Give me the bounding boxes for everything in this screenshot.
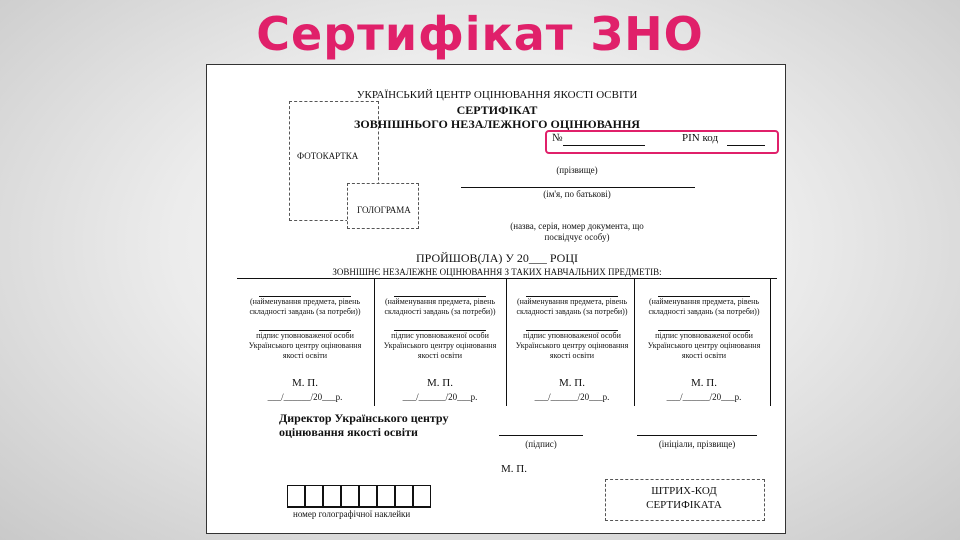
certificate-subtitle: ЗОВНІШНЬОГО НЕЗАЛЕЖНОГО ОЦІНЮВАННЯ: [354, 117, 640, 131]
barcode-label-2: СЕРТИФІКАТА: [646, 499, 722, 511]
stamp-label: М. П.: [559, 377, 585, 389]
hologram-number-caption: номер голографічної наклейки: [293, 509, 411, 519]
barcode-label-1: ШТРИХ-КОД: [651, 485, 717, 497]
number-pin-highlight: [545, 130, 779, 154]
subject-column: [374, 278, 506, 408]
director-line-1: Директор Українського центру: [279, 411, 449, 425]
surname-caption: (прізвище): [556, 165, 598, 175]
subjects-line: ЗОВНІШНЄ НЕЗАЛЕЖНЕ ОЦІНЮВАННЯ З ТАКИХ НАВЧАЛЬНИХ ПРЕДМЕТІВ:: [332, 267, 662, 277]
hologram-number-cell: [413, 485, 431, 507]
date-field: ___/______/20___р.: [402, 392, 478, 402]
date-field: ___/______/20___р.: [666, 392, 742, 402]
director-initials-line: [637, 435, 757, 436]
director-signature-line: [499, 435, 583, 436]
number-label: №: [552, 132, 563, 144]
subject-caption: (найменування предмета, рівень складності завдань (за потреби)): [516, 297, 628, 316]
photo-label: ФОТОКАРТКА: [297, 151, 359, 161]
name-line: [461, 187, 695, 188]
hologram-number-cell: [305, 485, 323, 507]
passed-line: ПРОЙШОВ(ЛА) У 20___ РОЦІ: [415, 251, 579, 265]
signature-caption: підпис уповноваженої особи Українського центру оцінювання якості освіти: [515, 331, 629, 360]
subject-column: [506, 278, 638, 408]
hologram-number-cell: [341, 485, 359, 507]
hologram-number-cell: [359, 485, 377, 507]
document-caption: (назва, серія, номер документа, що посвідчує особу): [510, 221, 644, 242]
hologram-number-cell: [287, 485, 305, 507]
stamp-label: М. П.: [292, 377, 318, 389]
hologram-number-cell: [323, 485, 341, 507]
subject-caption: (найменування предмета, рівень складності завдань (за потреби)): [384, 297, 496, 316]
subject-column: [638, 278, 770, 408]
director-line-2: оцінювання якості освіти: [279, 425, 418, 439]
hologram-label: ГОЛОГРАМА: [357, 205, 411, 215]
date-field: ___/______/20___р.: [267, 392, 343, 402]
signature-caption: підпис уповноваженої особи Українського центру оцінювання якості освіти: [647, 331, 761, 360]
signature-caption: підпис уповноваженої особи Українського центру оцінювання якості освіти: [383, 331, 497, 360]
stamp-label: М. П.: [427, 377, 453, 389]
subject-caption: (найменування предмета, рівень складності завдань (за потреби)): [648, 297, 760, 316]
hologram-number-line: [287, 507, 431, 508]
slide-title: Сертифікат ЗНО: [256, 7, 704, 61]
date-field: ___/______/20___р.: [534, 392, 610, 402]
subject-column: [239, 278, 371, 408]
certificate-title: СЕРТИФІКАТ: [456, 103, 538, 117]
column-divider: [770, 278, 771, 406]
signature-caption: (підпис): [525, 439, 557, 449]
stamp-label: М. П.: [691, 377, 717, 389]
subject-caption: (найменування предмета, рівень складності завдань (за потреби)): [249, 297, 361, 316]
hologram-number-cell: [395, 485, 413, 507]
hologram-number-cell: [377, 485, 395, 507]
initials-caption: (ініціали, прізвище): [658, 439, 736, 449]
stamp-label: М. П.: [501, 463, 527, 475]
name-caption: (ім'я, по батькові): [543, 189, 611, 199]
signature-caption: підпис уповноваженої особи Українського центру оцінювання якості освіти: [248, 331, 362, 360]
issuer-name: УКРАЇНСЬКИЙ ЦЕНТР ОЦІНЮВАННЯ ЯКОСТІ ОСВІТИ: [356, 89, 638, 101]
pin-label: PIN код: [682, 132, 719, 144]
certificate-document: [206, 64, 786, 534]
